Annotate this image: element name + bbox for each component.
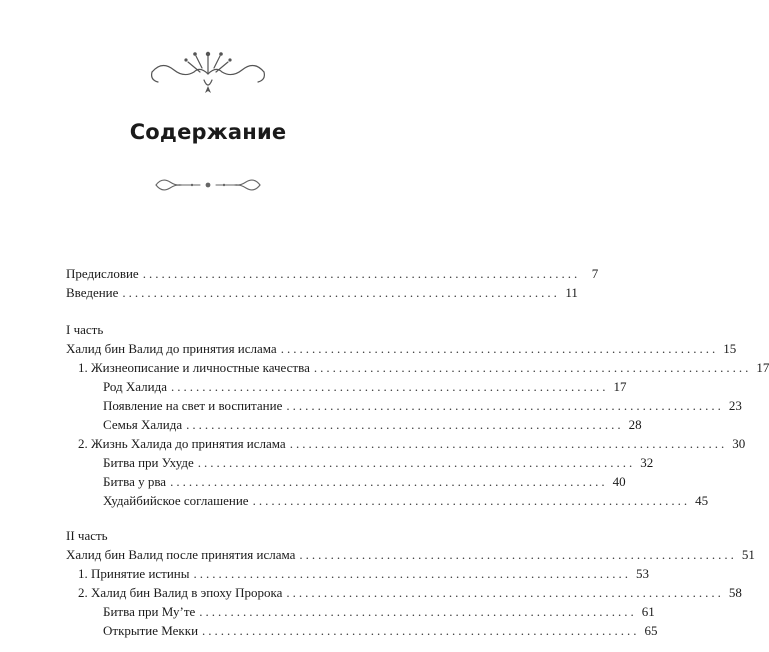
toc-entry [103,603,655,620]
toc-leader: ...................................................................... [171,379,609,394]
toc-entry-page: 58 [728,585,742,600]
toc-entry [66,284,578,301]
toc-entry-label: 1. Жизнеописание и личностные качества [78,360,310,375]
toc-entry-label: Битва при Му’те [103,604,196,619]
toc-leader: ...................................................................... [280,341,719,356]
toc-entry [103,397,742,414]
toc-entry-page: 51 [741,547,755,562]
toc-entry-page: 30 [732,436,746,451]
toc-entry [78,359,769,376]
toc-leader: ...................................................................... [299,547,737,562]
toc-entry-label: Предисловие [66,266,139,281]
toc-entry [103,416,642,433]
part-label: I часть [66,322,104,337]
toc-leader: ...................................................................... [197,455,636,470]
toc-entry-label: Семья Халида [103,417,183,432]
toc-entry [78,565,649,582]
toc-entry-label: 2. Халид бин Валид в эпоху Пророка [78,585,283,600]
toc-entry-label: 2. Жизнь Халида до принятия ислама [78,436,286,451]
toc-entry-page: 32 [640,455,654,470]
toc-leader: ...................................................................... [199,604,637,619]
toc-leader: ...................................................................... [289,436,728,451]
toc-leader: ...................................................................... [202,623,640,638]
toc-entry [66,340,737,357]
toc-entry-label: 1. Принятие истины [78,566,190,581]
toc-leader: ...................................................................... [122,285,560,300]
toc-entry-label: Род Халида [103,379,167,394]
divider-ornament-icon [152,172,264,198]
toc-entry-page: 11 [565,285,578,300]
toc-entry-page: 23 [728,398,742,413]
toc-entry-label: Битва при Ухуде [103,455,194,470]
toc-entry-label: Появление на свет и воспитание [103,398,283,413]
toc-leader: ...................................................................... [286,398,724,413]
part-label: II часть [66,528,108,543]
toc-entry [103,454,654,471]
toc-entry-page: 53 [636,566,649,581]
toc-leader: ...................................................................... [186,417,624,432]
toc-leader: ...................................................................... [170,474,608,489]
toc-entry [66,546,755,563]
toc-entry-page: 61 [641,604,655,619]
toc-entry [78,435,746,452]
toc-entry-label: Худайбийское соглашение [103,493,249,508]
fleur-ornament-icon [144,46,272,96]
page-title: Содержание [129,120,287,144]
toc-entry-label: Битва у рва [103,474,167,489]
toc-entry [103,473,626,490]
toc-entry-label: Халид бин Валид после принятия ислама [66,547,296,562]
toc-leader: ...................................................................... [252,493,691,508]
toc-entry-label: Открытие Мекки [103,623,199,638]
toc-entry [103,622,658,639]
toc-entry-page: 7 [591,266,599,281]
toc-leader: ...................................................................... [193,566,631,581]
toc-entry-page: 28 [628,417,642,432]
toc-entry-page: 17 [613,379,627,394]
toc-entry [66,265,599,282]
toc-entry-page: 17 [756,360,769,375]
toc-entry-label: Введение [66,285,119,300]
toc-entry [78,584,742,601]
toc-leader: ...................................................................... [313,360,752,375]
toc-entry-page: 45 [695,493,709,508]
toc-leader: ...................................................................... [286,585,724,600]
toc-entry [103,378,627,395]
toc-entry-label: Халид бин Валид до принятия ислама [66,341,277,356]
toc-entry-page: 65 [644,623,658,638]
toc-entry [103,492,709,509]
toc-entry-page: 15 [723,341,737,356]
toc-leader: ...................................................................... [142,266,581,281]
toc-entry-page: 40 [612,474,626,489]
